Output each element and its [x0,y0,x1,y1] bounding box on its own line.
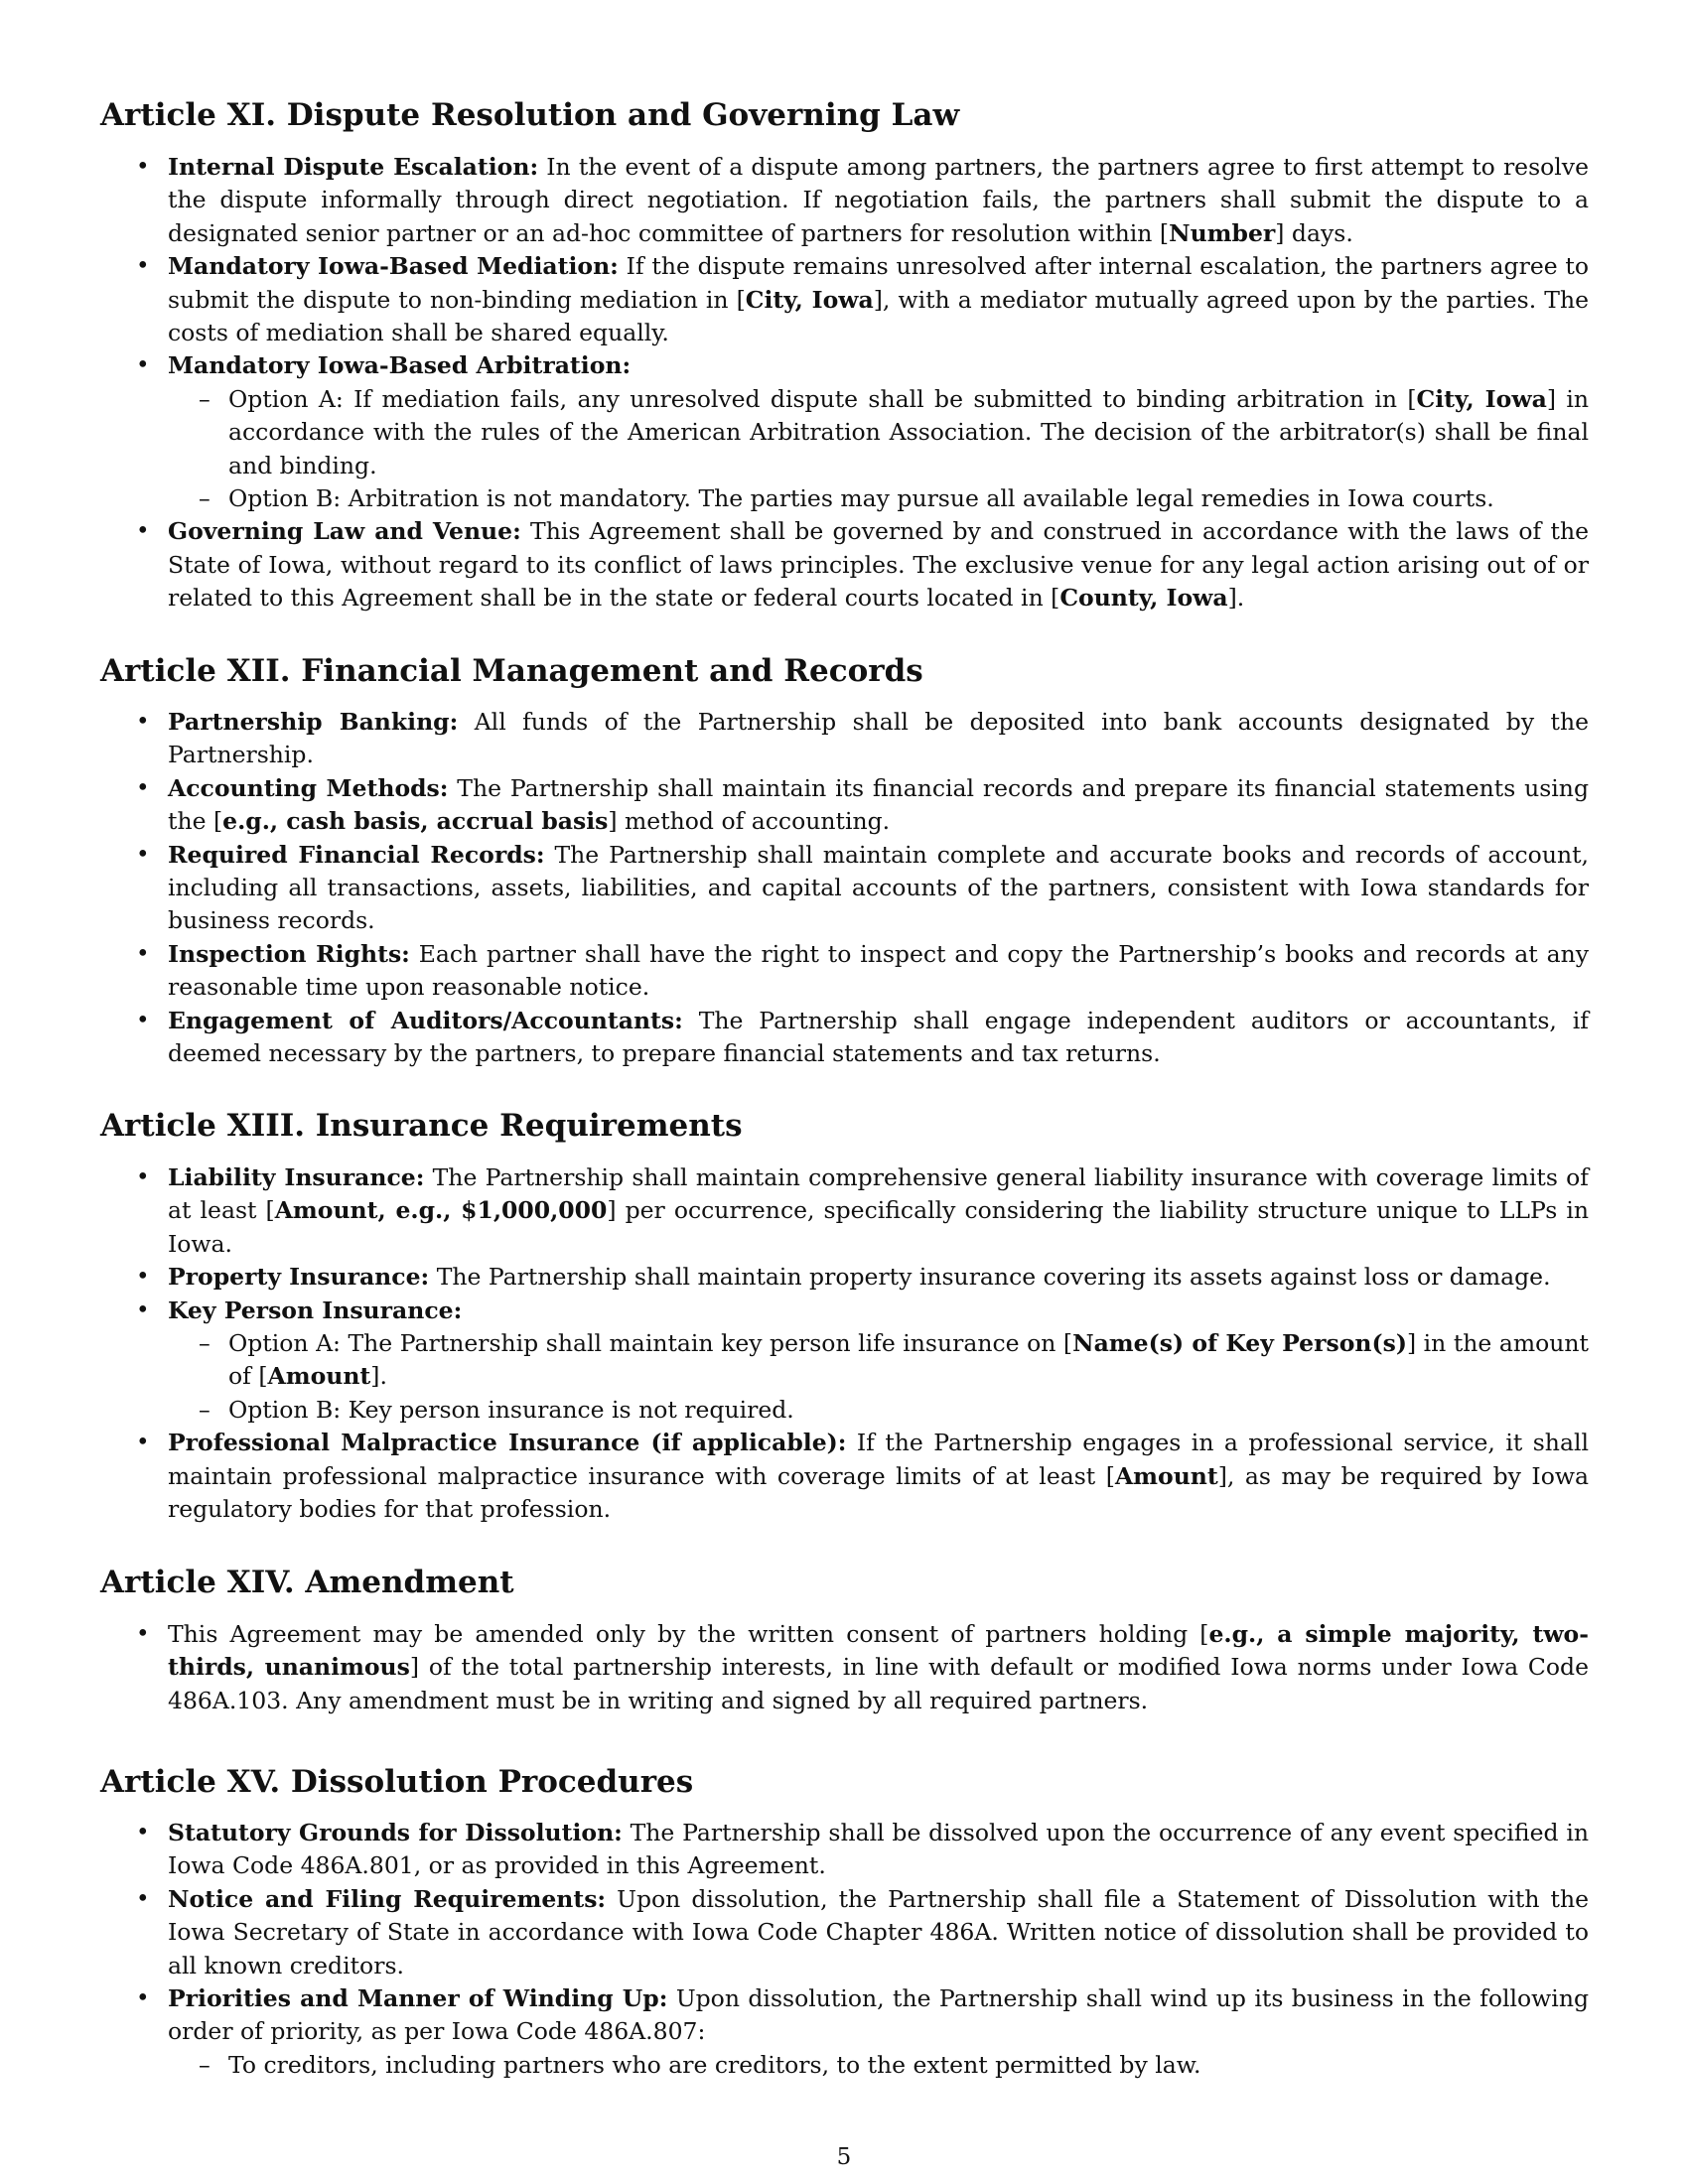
list-item [100,349,1589,515]
item-text: Option A: The Partnership shall maintain key person life insurance on [ [228,1329,1073,1358]
item-text: ] of the total partnership interests, in line with default or modified Iowa norms under Iowa Code 486A.103. Any amendment must be in writing and signed by all required partners. [168,1653,1589,1714]
option-item [167,1327,1589,1394]
article-heading: Article XII. Financial Management and Records [100,653,923,689]
article-list [100,1817,1589,2082]
item-text: ], as may be required by Iowa regulatory bodies for that profession. [168,1461,1589,1524]
list-item [100,1261,1589,1294]
item-text: All funds of the Partnership shall be deposited into bank accounts designated by the Partnership. [168,708,1589,769]
list-item [100,1295,1589,1428]
list-item [100,1982,1589,2082]
placeholder: e.g., a simple majority, two-thirds, unanimous [168,1620,1589,1682]
option-item: – Option B: Arbitration is not mandatory. The parties may pursue all available legal remedies in Iowa courts. [167,482,1589,515]
option-item: – To creditors, including partners who are creditors, to the extent permitted by law. [167,2049,1589,2082]
list-item [100,938,1589,1005]
item-label: Governing Law and Venue: [168,517,521,546]
item-label: Priorities and Manner of Winding Up: [168,1984,668,2013]
placeholder: Amount [267,1362,371,1391]
list-item [100,1817,1589,1883]
item-text: If the dispute remains unresolved after internal escalation, the partners agree to submit the dispute to non-binding mediation in [ [168,252,1589,314]
list-item [100,151,1589,250]
item-label: Key Person Insurance: [168,1296,463,1324]
item-text: This Agreement may be amended only by the written consent of partners holding [ [168,1620,1209,1648]
placeholder: City, Iowa [745,285,874,314]
item-label: Professional Malpractice Insurance (if applicable): [168,1429,847,1457]
list-item [100,1618,1589,1717]
item-label: Engagement of Auditors/Accountants: [168,1006,683,1034]
list-item [100,1883,1589,1982]
page-number: 5 [836,2144,852,2170]
article-list [100,706,1589,1070]
item-text: In the event of a dispute among partners, the partners agree to first attempt to resolve the dispute informally through direct negotiation. If negotiation fails, the partners shall submit the dispute to a designated senior partner or an ad-hoc committee of partners for resolution within [ [168,153,1589,247]
item-text: This Agreement shall be governed by and construed in accordance with the laws of the State of Iowa, without regard to its conflict of laws principles. The exclusive venue for any legal action arising out of or related to this Agreement shall be in the state or federal courts located in [ [168,517,1589,613]
option-list [168,383,1589,516]
item-text: ], with a mediator mutually agreed upon by the parties. The costs of mediation shall be shared equally. [168,285,1589,347]
option-list [168,1327,1589,1427]
item-text: Option A: If mediation fails, any unresolved dispute shall be submitted to binding arbitration in [ [228,384,1417,413]
list-item [100,706,1589,772]
article-heading: Article XI. Dispute Resolution and Governing Law [100,97,960,133]
article-list [100,151,1589,615]
list-item [100,1427,1589,1526]
item-label: Partnership Banking: [168,708,459,736]
item-label: Notice and Filing Requirements: [168,1884,607,1913]
list-item [100,1005,1589,1071]
list-item [100,1161,1589,1261]
item-label: Mandatory Iowa-Based Mediation: [168,252,619,281]
option-list [168,2049,1589,2082]
article-heading: Article XIII. Insurance Requirements [100,1108,743,1144]
article-heading: Article XIV. Amendment [100,1565,514,1600]
placeholder: City, Iowa [1416,384,1547,413]
item-label: Property Insurance: [168,1263,430,1292]
item-text: ] per occurrence, specifically considering the liability structure unique to LLPs in Iowa. [168,1196,1589,1258]
item-label: Inspection Rights: [168,939,410,968]
item-text: ]. [1227,584,1245,613]
item-label: Statutory Grounds for Dissolution: [168,1819,623,1846]
option-item [167,383,1589,482]
list-item [100,839,1589,938]
item-text: The Partnership shall maintain its financial records and prepare its financial statements using the [ [168,773,1589,836]
item-label: Accounting Methods: [168,773,449,802]
item-text: ]. [370,1362,387,1391]
item-text: ] in the amount of [ [228,1329,1590,1391]
placeholder: Amount, e.g., $1,000,000 [274,1196,608,1225]
item-text: The Partnership shall be dissolved upon the occurrence of any event specified in Iowa Code 486A.801, or as provided in this Agreement. [168,1819,1589,1880]
article-list [100,1618,1589,1717]
item-label: Liability Insurance: [168,1163,425,1191]
list-item [100,772,1589,839]
article-list [100,1161,1589,1526]
item-text: Upon dissolution, the Partnership shall wind up its business in the following order of priority, as per Iowa Code 486A.807: [168,1984,1589,2046]
placeholder: County, Iowa [1059,584,1228,613]
list-item [100,515,1589,614]
item-text: The Partnership shall maintain complete and accurate books and records of account, including all transactions, assets, liabilities, and capital accounts of the partners, consistent with Iowa standards for business records. [168,840,1589,935]
item-text: ] method of accounting. [608,807,891,836]
item-text: Upon dissolution, the Partnership shall file a Statement of Dissolution with the Iowa Secretary of State in accordance with Iowa Code Chapter 486A. Written notice of dissolution shall be provided to all known creditors. [168,1884,1590,1979]
item-label: Required Financial Records: [168,840,545,869]
item-text: The Partnership shall maintain property insurance covering its assets against loss or damage. [429,1263,1551,1292]
placeholder: Number [1169,218,1276,247]
item-text: ] days. [1275,218,1353,247]
article-heading: Article XV. Dissolution Procedures [100,1764,694,1800]
item-text: The Partnership shall engage independent auditors or accountants, if deemed necessary by the partners, to prepare financial statements and tax returns. [168,1006,1590,1068]
item-text: If the Partnership engages in a professional service, it shall maintain professional malpractice insurance with coverage limits of at least [ [168,1429,1589,1490]
placeholder: Name(s) of Key Person(s) [1072,1329,1407,1358]
item-text: Each partner shall have the right to inspect and copy the Partnership’s books and records at any reasonable time upon reasonable notice. [168,939,1589,1002]
list-item [100,250,1589,349]
placeholder: e.g., cash basis, accrual basis [222,807,609,836]
item-label: Internal Dispute Escalation: [168,153,539,181]
placeholder: Amount [1114,1461,1218,1490]
option-item: – Option B: Key person insurance is not required. [167,1394,1589,1427]
item-label: Mandatory Iowa-Based Arbitration: [168,351,632,380]
item-text: The Partnership shall maintain comprehensive general liability insurance with coverage limits of at least [ [168,1163,1590,1225]
item-text: ] in accordance with the rules of the American Arbitration Association. The decision of the arbitrator(s) shall be final and binding. [228,384,1589,479]
